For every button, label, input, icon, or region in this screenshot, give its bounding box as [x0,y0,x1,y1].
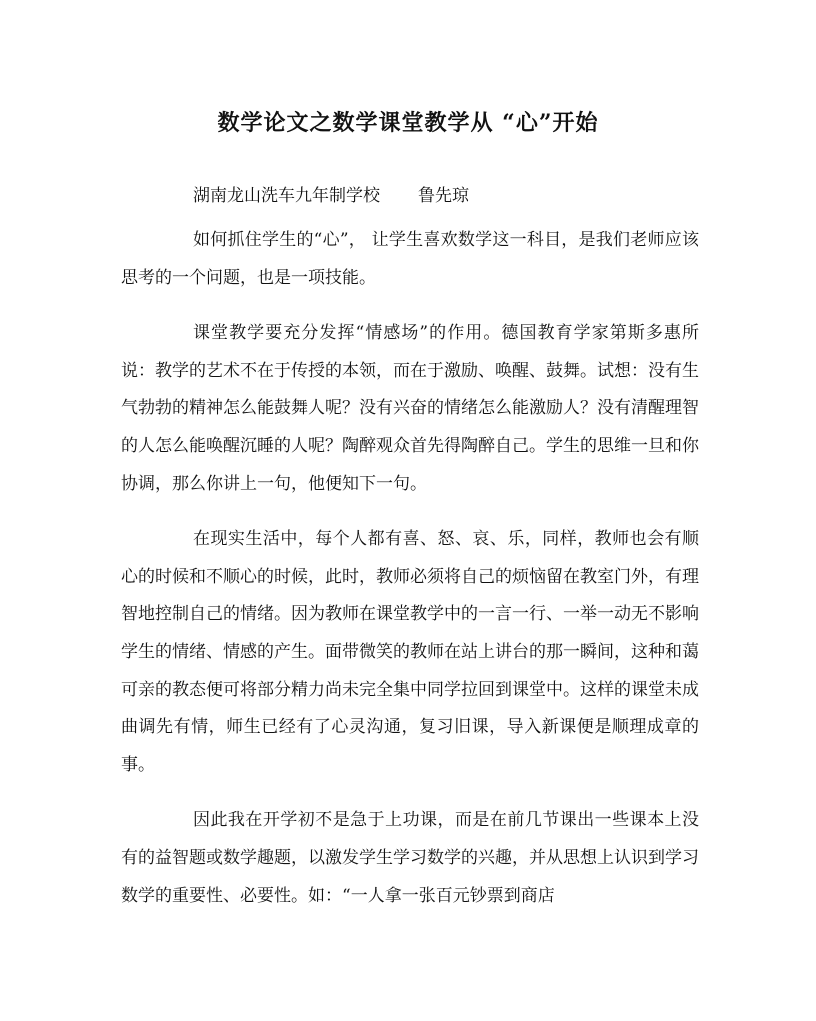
paragraph: 因此我在开学初不是急于上功课，而是在前几节课出一些课本上没有的益智题或数学趣题，以激发学生学习数学的兴趣，并从思想上认识到学习数学的重要性、必要性。如：“一人拿一张百元钞票到商店 [121,810,699,906]
document-body [121,222,699,933]
document-title: 数学论文之数学课堂教学从 “心”开始 [217,110,599,136]
paragraph: 如何抓住学生的“心”， 让学生喜欢数学这一科目，是我们老师应该思考的一个问题，也是一项技能。 [121,230,699,288]
paragraph: 在现实生活中，每个人都有喜、怒、哀、乐，同样，教师也会有顺心的时候和不顺心的时候，此时，教师必须将自己的烦恼留在教室门外，有理智地控制自己的情绪。因为教师在课堂教学中的一言一行、一举一动无不影响学生的情绪、情感的产生。面带微笑的教师在站上讲台的那一瞬间，这种和蔼可亲的教态便可将部分精力尚未完全集中同学拉回到课堂中。这样的课堂未成曲调先有情，师生已经有了心灵沟通，复习旧课，导入新课便是顺理成章的事。 [121,529,699,775]
school-name: 湖南龙山洗车九年制学校 [193,186,380,206]
paragraph: 课堂教学要充分发挥“情感场”的作用。德国教育学家第斯多惠所说：教学的艺术不在于传授的本领，而在于激励、唤醒、鼓舞。试想：没有生气勃勃的精神怎么能鼓舞人呢？没有兴奋的情绪怎么能激励人？没有清醒理智的人怎么能唤醒沉睡的人呢？陶醉观众首先得陶醉自己。学生的思维一旦和你协调，那么你讲上一句，他便知下一句。 [121,323,699,494]
byline [193,184,469,208]
author-name: 鲁先琼 [418,186,469,206]
